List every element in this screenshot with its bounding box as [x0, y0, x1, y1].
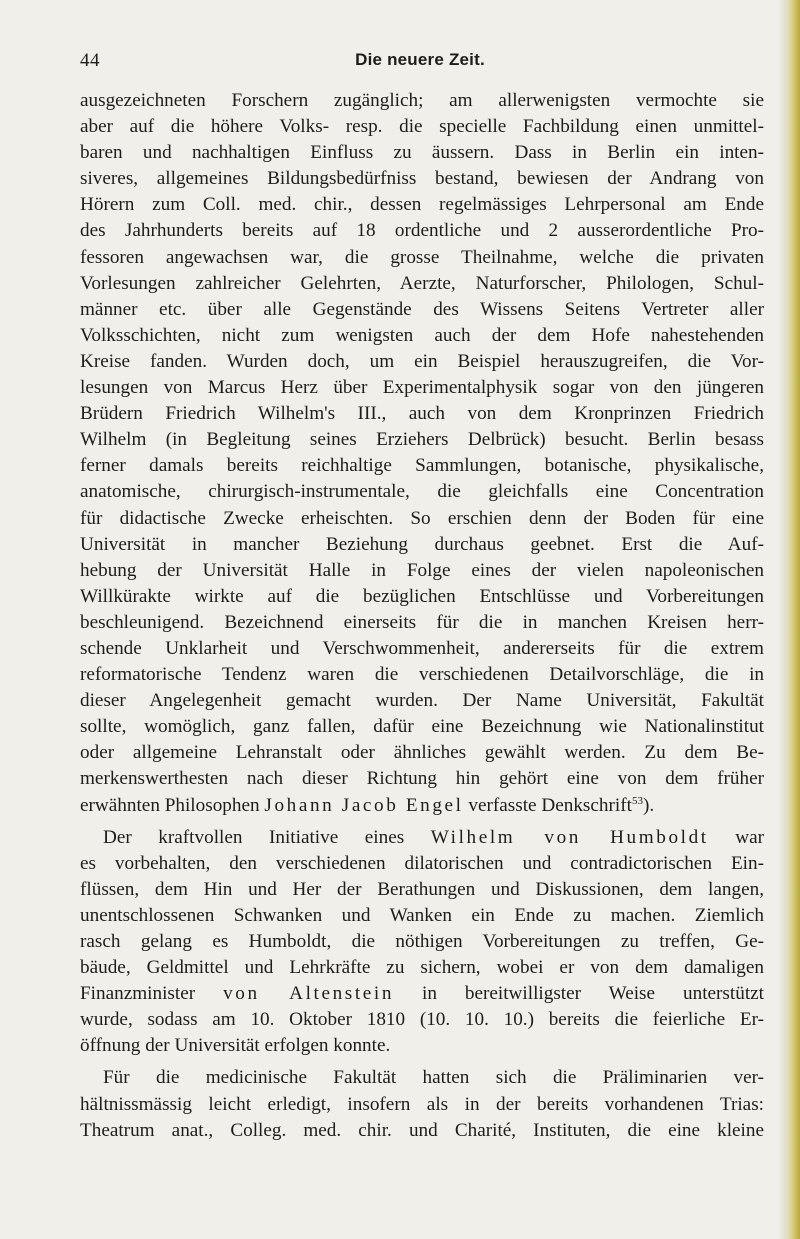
text-run: war — [708, 826, 764, 848]
text-line: flüssen, dem Hin und Her der Berathungen und Diskussionen, dem langen, — [80, 878, 764, 900]
page-header — [80, 50, 760, 80]
text-line: siveres, allgemeines Bildungsbedürfniss bestand, bewiesen der Andrang von — [80, 168, 764, 190]
text-line: baren und nachhaltigen Einfluss zu äussern. Dass in Berlin ein inten- — [80, 142, 764, 164]
text-line: reformatorische Tendenz waren die verschiedenen Detailvorschläge, die in — [80, 664, 764, 686]
text-line: männer etc. über alle Gegenstände des Wissens Seitens Vertreter aller — [80, 298, 764, 320]
text-run: Finanzminister — [80, 983, 224, 1005]
footnote-ref: 53 — [631, 794, 643, 807]
person-name: Wilhelm von Humboldt — [430, 826, 709, 848]
text-line: anatomische, chirurgisch-instrumentale, die gleichfalls eine Concentration — [80, 481, 764, 503]
text-run: erwähnten Philosophen — [80, 794, 265, 816]
paragraph-1 — [80, 88, 764, 819]
text-line: Kreise fanden. Wurden doch, um ein Beispiel herauszugreifen, die Vor- — [80, 350, 764, 372]
person-name: Johann Jacob Engel — [264, 794, 464, 816]
text-line: es vorbehalten, den verschiedenen dilatorischen und contradictorischen Ein- — [80, 852, 764, 874]
text-line: für didactische Zwecke erheischten. So erschien denn der Boden für eine — [80, 507, 764, 529]
text-line — [80, 981, 764, 1007]
text-line: dieser Angelegenheit gemacht wurden. Der Name Universität, Fakultät — [80, 690, 764, 712]
text-line: Hörern zum Coll. med. chir., dessen regelmässiges Lehrpersonal am Ende — [80, 194, 764, 216]
text-line: ferner damals bereits reichhaltige Sammlungen, botanische, physikalische, — [80, 455, 764, 477]
text-line: Volksschichten, nicht zum wenigsten auch der dem Hofe nahestehenden — [80, 324, 764, 346]
text-line: Willkürakte wirkte auf die bezüglichen Entschlüsse und Vorbereitungen — [80, 585, 764, 607]
text-line: Vorlesungen zahlreicher Gelehrten, Aerzte, Naturforscher, Philologen, Schul- — [80, 272, 764, 294]
body-text — [80, 88, 764, 1144]
page-number: 44 — [80, 50, 100, 71]
text-line — [80, 825, 764, 851]
running-title: Die neuere Zeit. — [355, 50, 485, 69]
text-line: Wilhelm (in Begleitung seines Erziehers Delbrück) besucht. Berlin besass — [80, 429, 764, 451]
text-line: des Jahrhunderts bereits auf 18 ordentliche und 2 ausserordentliche Pro- — [80, 220, 764, 242]
text-line: fessoren angewachsen war, die grosse Theilnahme, welche die privaten — [80, 246, 764, 268]
text-line: Universität in mancher Beziehung durchaus geebnet. Erst die Auf- — [80, 533, 764, 555]
text-line: unentschlossenen Schwanken und Wanken ein Ende zu machen. Ziemlich — [80, 904, 764, 926]
text-line: Für die medicinische Fakultät hatten sich die Präliminarien ver- — [103, 1067, 764, 1089]
paragraph-3 — [80, 1065, 764, 1143]
text-line: merkenswerthesten nach dieser Richtung hin gehört eine von dem früher — [80, 768, 764, 790]
text-line: aber auf die höhere Volks- resp. die specielle Fachbildung einen unmittel- — [80, 116, 764, 138]
text-line: ausgezeichneten Forschern zugänglich; am allerwenigsten vermochte sie — [80, 90, 764, 111]
text-line: schende Unklarheit und Verschwommenheit, andererseits für die extrem — [80, 637, 764, 659]
text-line: hebung der Universität Halle in Folge eines der vielen napoleonischen — [80, 559, 764, 581]
text-line: Theatrum anat., Colleg. med. chir. und Charité, Instituten, die eine kleine — [80, 1119, 764, 1141]
text-line: öffnung der Universität erfolgen konnte. — [80, 1035, 391, 1057]
text-run: verfasste Denkschrift — [463, 794, 632, 816]
paragraph-2 — [80, 825, 764, 1060]
text-line: lesungen von Marcus Herz über Experimentalphysik sogar von den jüngeren — [80, 377, 764, 399]
text-run: ). — [642, 794, 655, 816]
text-run: Der kraftvollen Initiative eines — [103, 826, 431, 848]
text-line: hältnissmässig leicht erledigt, insofern als in der bereits vorhandenen Trias: — [80, 1093, 764, 1115]
page-edge-shadow — [778, 0, 786, 1239]
text-line: Brüdern Friedrich Wilhelm's III., auch von dem Kronprinzen Friedrich — [80, 403, 764, 425]
text-line — [80, 793, 764, 819]
text-line: wurde, sodass am 10. Oktober 1810 (10. 10. 10.) bereits die feierliche Er- — [80, 1009, 764, 1031]
text-line: rasch gelang es Humboldt, die nöthigen Vorbereitungen zu treffen, Ge- — [80, 931, 764, 952]
text-line: sollte, womöglich, ganz fallen, dafür eine Bezeichnung wie Nationalinstitut — [80, 716, 764, 738]
text-line: oder allgemeine Lehranstalt oder ähnliches gewählt werden. Zu dem Be- — [80, 742, 764, 764]
person-name: von Altenstein — [223, 983, 395, 1005]
text-line: beschleunigend. Bezeichnend einerseits für die in manchen Kreisen herr- — [80, 611, 764, 633]
text-line: bäude, Geldmittel und Lehrkräfte zu sichern, wobei er von dem damaligen — [80, 957, 764, 979]
text-run: in bereitwilligster Weise unterstützt — [394, 983, 764, 1005]
page-edge-strip — [786, 0, 800, 1239]
